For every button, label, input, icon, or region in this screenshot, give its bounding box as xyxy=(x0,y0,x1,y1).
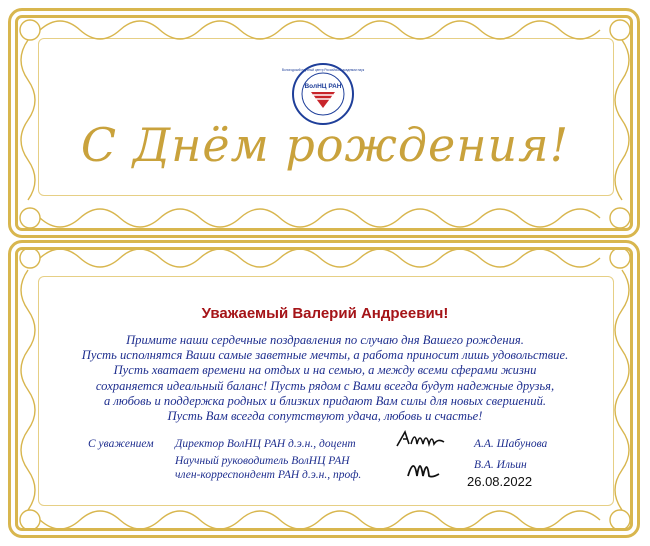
date: 26.08.2022 xyxy=(467,474,533,489)
signatory1-position: Директор ВолНЦ РАН д.э.н., доцент xyxy=(175,438,356,450)
text-line: Пусть исполнятся Ваши самые заветные мечты, а работа приносит лишь удовольствие. xyxy=(81,348,569,363)
text-line: а любовь и поддержка родных и близких придают Вам силы для новых свершений. xyxy=(103,393,547,408)
signatory1-name: А.А. Шабунова xyxy=(474,438,548,450)
text-line: сохраняется идеальный баланс! Пусть рядом с Вами всегда будут надежные друзья, xyxy=(95,378,555,393)
svg-text:Вологодский научный центр Росс: Вологодский научный центр Российской академии наук xyxy=(281,68,365,72)
signature-1 xyxy=(393,428,465,450)
svg-text:ВолНЦ РАН: ВолНЦ РАН xyxy=(304,83,342,90)
greeting: Уважаемый Валерий Андреевич! xyxy=(201,305,449,322)
congratulation-text xyxy=(60,333,590,424)
volnc-ran-logo xyxy=(281,62,365,126)
card-title: С Днём рождения! xyxy=(80,118,570,172)
signature-2 xyxy=(405,452,445,482)
signatory2-position-line2: член-корреспондент РАН д.э.н., проф. xyxy=(175,469,362,481)
text-line: Пусть Вам всегда сопутствуют удача, любовь и счастье! xyxy=(167,409,483,424)
signatory2-name: В.А. Ильин xyxy=(474,459,527,471)
closing-text: С уважением xyxy=(88,438,154,450)
text-line: Примите наши сердечные поздравления по случаю дня Вашего рождения. xyxy=(126,333,524,347)
text-line: Пусть хватает времени на отдых и на семью, а между всеми сферами жизни xyxy=(113,363,537,378)
signatory2-position-line1: Научный руководитель ВолНЦ РАН xyxy=(175,455,350,467)
